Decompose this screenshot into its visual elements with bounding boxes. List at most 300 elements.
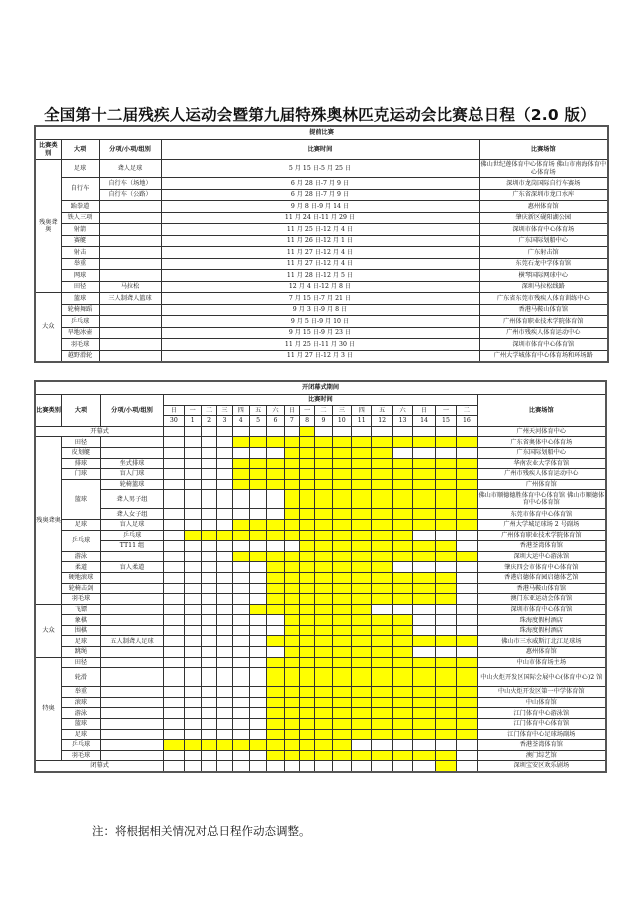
day-cell <box>457 541 477 552</box>
sub-event-label <box>100 729 163 740</box>
day-cell <box>217 657 232 668</box>
day-cell <box>392 719 412 730</box>
day-cell <box>299 668 314 687</box>
event-label: 羽毛球 <box>62 750 101 761</box>
day-cell <box>201 740 216 751</box>
day-cell <box>164 530 184 541</box>
day-cell <box>164 479 184 490</box>
sub-event-label: 坐式排球 <box>100 458 163 469</box>
category-label: 残奥聋奥 <box>35 160 61 293</box>
day-cell <box>392 708 412 719</box>
day-cell <box>352 551 372 562</box>
day-cell <box>232 519 249 530</box>
section-title: 开闭幕式期间 <box>35 381 606 395</box>
day-cell <box>232 437 249 448</box>
day-cell <box>413 479 435 490</box>
day-cell <box>267 490 284 509</box>
day-cell <box>232 657 249 668</box>
day-cell <box>372 729 392 740</box>
day-cell <box>352 572 372 583</box>
sub-event-label <box>100 447 163 458</box>
day-cell <box>249 657 266 668</box>
day-cell <box>457 551 477 562</box>
day-cell <box>392 687 412 698</box>
day-cell <box>299 458 314 469</box>
day-cell <box>372 647 392 658</box>
sub-event-label <box>100 657 163 668</box>
day-cell <box>413 729 435 740</box>
sub-event-label <box>100 719 163 730</box>
venue-label: 肇庆四会市体育中心体育馆 <box>477 562 606 573</box>
day-cell <box>217 426 232 437</box>
sub-event-label <box>99 339 161 351</box>
table-row <box>35 687 606 698</box>
time-range: 5 月 15 日-5 月 25 日 <box>161 160 479 178</box>
day-cell <box>352 615 372 626</box>
day-cell <box>201 625 216 636</box>
day-cell <box>315 519 332 530</box>
day-cell <box>201 541 216 552</box>
day-cell <box>299 761 314 772</box>
venue-label: 广东国际划船中心 <box>477 447 606 458</box>
day-cell <box>232 594 249 605</box>
day-cell <box>164 458 184 469</box>
day-cell <box>267 479 284 490</box>
day-cell <box>217 509 232 520</box>
day-cell <box>249 437 266 448</box>
day-cell <box>352 594 372 605</box>
day-cell <box>249 479 266 490</box>
table-row <box>35 281 608 293</box>
day-cell <box>299 647 314 658</box>
day-cell <box>284 604 299 615</box>
day-cell <box>315 458 332 469</box>
day-cell <box>249 668 266 687</box>
day-cell <box>352 625 372 636</box>
venue-label: 横琴国际网球中心 <box>479 270 608 282</box>
day-cell <box>217 594 232 605</box>
day-cell <box>184 668 201 687</box>
day-cell <box>299 479 314 490</box>
day-cell <box>315 572 332 583</box>
sub-event-label: 自行车（场地） <box>99 178 161 190</box>
venue-label: 澳门综艺馆 <box>477 750 606 761</box>
day-cell <box>184 447 201 458</box>
table-row <box>35 594 606 605</box>
day-cell <box>164 551 184 562</box>
day-cell <box>457 583 477 594</box>
day-cell <box>299 708 314 719</box>
day-cell <box>352 761 372 772</box>
day-cell <box>249 625 266 636</box>
venue-label: 广州体育职业技术学院体育馆 <box>479 316 608 328</box>
day-cell <box>332 625 351 636</box>
venue-label: 广东国际划船中心 <box>479 235 608 247</box>
day-cell <box>372 447 392 458</box>
day-cell <box>457 490 477 509</box>
day-cell <box>267 697 284 708</box>
day-cell <box>435 750 456 761</box>
event-label: 轮滑 <box>62 668 101 687</box>
day-cell <box>372 426 392 437</box>
event-label: 篮球 <box>61 293 99 305</box>
day-cell <box>201 551 216 562</box>
day-cell <box>201 697 216 708</box>
day-cell <box>299 530 314 541</box>
weekday-label: 三 <box>332 405 351 416</box>
sub-event-label <box>100 615 163 626</box>
header-event: 大项 <box>61 140 99 160</box>
table-row <box>35 350 608 362</box>
table-row <box>35 235 608 247</box>
table-row <box>35 178 608 190</box>
table-row <box>35 293 608 305</box>
day-label: 7 <box>284 416 299 427</box>
day-cell <box>164 541 184 552</box>
day-cell <box>299 541 314 552</box>
day-cell <box>435 761 456 772</box>
table-row <box>35 212 608 224</box>
sub-event-label: 盲人柔道 <box>100 562 163 573</box>
day-cell <box>457 426 477 437</box>
venue-label: 香港启德体育园启德体艺馆 <box>477 572 606 583</box>
day-cell <box>413 647 435 658</box>
venue-label: 惠州体育馆 <box>477 647 606 658</box>
day-cell <box>315 437 332 448</box>
day-cell <box>284 572 299 583</box>
day-cell <box>184 636 201 647</box>
venue-label: 佛山市顺德德胜体育中心体育馆 佛山市顺德体育中心体育馆 <box>477 490 606 509</box>
day-cell <box>217 625 232 636</box>
day-cell <box>332 750 351 761</box>
table-row <box>35 541 606 552</box>
day-cell <box>457 708 477 719</box>
day-cell <box>299 750 314 761</box>
day-cell <box>201 708 216 719</box>
table-row <box>35 697 606 708</box>
day-cell <box>299 636 314 647</box>
day-cell <box>284 729 299 740</box>
day-cell <box>217 479 232 490</box>
day-cell <box>284 530 299 541</box>
day-cell <box>284 469 299 480</box>
day-cell <box>372 636 392 647</box>
day-cell <box>284 479 299 490</box>
day-cell <box>315 740 332 751</box>
day-cell <box>332 509 351 520</box>
day-cell <box>392 740 412 751</box>
day-cell <box>392 604 412 615</box>
sub-event-label <box>99 316 161 328</box>
day-cell <box>284 625 299 636</box>
day-cell <box>201 562 216 573</box>
day-cell <box>249 583 266 594</box>
day-cell <box>435 562 456 573</box>
table-row <box>35 530 606 541</box>
table-row <box>35 458 606 469</box>
sub-event-label: 聋人女子组 <box>100 509 163 520</box>
day-cell <box>372 490 392 509</box>
day-cell <box>413 458 435 469</box>
venue-label: 深圳市龙岗国际自行车赛场 <box>479 178 608 190</box>
day-cell <box>332 636 351 647</box>
sub-event-label: 聋人足球 <box>99 160 161 178</box>
sub-event-label <box>99 212 161 224</box>
weekday-label: 六 <box>267 405 284 416</box>
day-cell <box>249 541 266 552</box>
day-cell <box>164 519 184 530</box>
event-label: 赛艇 <box>61 235 99 247</box>
day-cell <box>184 479 201 490</box>
day-cell <box>299 519 314 530</box>
venue-label: 广东省东莞市残疾人体育训练中心 <box>479 293 608 305</box>
day-cell <box>352 562 372 573</box>
sub-event-label <box>100 750 163 761</box>
day-cell <box>315 604 332 615</box>
day-cell <box>372 583 392 594</box>
day-cell <box>232 604 249 615</box>
day-label: 13 <box>392 416 412 427</box>
day-cell <box>315 479 332 490</box>
venue-label: 东莞石龙中学体育馆 <box>479 258 608 270</box>
day-cell <box>413 509 435 520</box>
day-label: 11 <box>352 416 372 427</box>
day-cell <box>457 657 477 668</box>
day-cell <box>267 615 284 626</box>
venue-label: 香港荃湾体育馆 <box>477 740 606 751</box>
day-cell <box>267 458 284 469</box>
day-cell <box>315 657 332 668</box>
day-cell <box>332 594 351 605</box>
day-cell <box>457 604 477 615</box>
day-cell <box>232 697 249 708</box>
day-cell <box>315 697 332 708</box>
event-label: 铁人三项 <box>61 212 99 224</box>
day-cell <box>184 572 201 583</box>
event-label: 足球 <box>62 519 101 530</box>
day-cell <box>299 657 314 668</box>
venue-label: 广州大学城足球场 2 号副场 <box>477 519 606 530</box>
weekday-label: 一 <box>435 405 456 416</box>
day-cell <box>267 447 284 458</box>
venue-label: 珠海度假村酒店 <box>477 625 606 636</box>
day-cell <box>201 509 216 520</box>
day-cell <box>249 447 266 458</box>
day-cell <box>267 583 284 594</box>
time-range: 11 月 27 日-12 月 4 日 <box>161 247 479 259</box>
day-cell <box>352 447 372 458</box>
time-range: 11 月 26 日-12 月 1 日 <box>161 235 479 247</box>
day-cell <box>164 426 184 437</box>
day-cell <box>201 447 216 458</box>
day-cell <box>457 729 477 740</box>
day-cell <box>184 697 201 708</box>
day-cell <box>392 615 412 626</box>
venue-label: 深圳市体育中心体育馆 <box>479 339 608 351</box>
day-cell <box>232 625 249 636</box>
day-cell <box>232 479 249 490</box>
day-cell <box>249 740 266 751</box>
venue-label: 广东省奥体中心体育场 <box>477 437 606 448</box>
day-cell <box>457 668 477 687</box>
day-cell <box>435 625 456 636</box>
day-cell <box>284 761 299 772</box>
day-cell <box>332 469 351 480</box>
day-cell <box>232 668 249 687</box>
day-cell <box>372 750 392 761</box>
day-cell <box>284 426 299 437</box>
event-label: 足球 <box>62 636 101 647</box>
day-cell <box>372 469 392 480</box>
day-cell <box>332 697 351 708</box>
day-cell <box>201 437 216 448</box>
day-cell <box>435 594 456 605</box>
day-cell <box>299 687 314 698</box>
day-cell <box>332 657 351 668</box>
day-cell <box>201 647 216 658</box>
day-cell <box>392 509 412 520</box>
day-cell <box>413 761 435 772</box>
day-cell <box>184 687 201 698</box>
day-cell <box>184 750 201 761</box>
day-cell <box>413 604 435 615</box>
venue-label: 中山火炬开发区第一中学体育馆 <box>477 687 606 698</box>
day-cell <box>267 729 284 740</box>
day-cell <box>217 668 232 687</box>
day-cell <box>315 708 332 719</box>
day-cell <box>315 490 332 509</box>
day-cell <box>232 636 249 647</box>
header-sub: 分项/小项/组别 <box>99 140 161 160</box>
event-label: 排球 <box>62 458 101 469</box>
day-cell <box>299 594 314 605</box>
day-cell <box>217 615 232 626</box>
sub-event-label <box>100 697 163 708</box>
day-cell <box>413 519 435 530</box>
event-label: 轮椅舞蹈 <box>61 304 99 316</box>
day-cell <box>217 719 232 730</box>
sub-event-label <box>99 327 161 339</box>
day-cell <box>413 668 435 687</box>
day-cell <box>299 426 314 437</box>
day-cell <box>217 447 232 458</box>
day-cell <box>217 562 232 573</box>
weekday-label: 日 <box>164 405 184 416</box>
day-cell <box>315 750 332 761</box>
venue-label: 珠海度假村酒店 <box>477 615 606 626</box>
day-label: 3 <box>217 416 232 427</box>
event-label: 足球 <box>62 729 101 740</box>
day-cell <box>164 750 184 761</box>
time-range: 9 月 3 日-9 月 8 日 <box>161 304 479 316</box>
day-cell <box>299 509 314 520</box>
venue-label: 香港马鞍山体育馆 <box>477 583 606 594</box>
opening-ceremony <box>35 426 606 437</box>
day-cell <box>164 719 184 730</box>
sub-event-label <box>99 235 161 247</box>
venue-label: 佛山世纪莲体育中心体育场 佛山市南海体育中心体育场 <box>480 161 607 176</box>
event-label: 篮球 <box>62 479 101 519</box>
time-range: 11 月 25 日-11 月 30 日 <box>161 339 479 351</box>
time-range: 12 月 4 日-12 月 8 日 <box>161 281 479 293</box>
day-cell <box>184 740 201 751</box>
day-cell <box>232 719 249 730</box>
day-cell <box>267 469 284 480</box>
day-cell <box>267 625 284 636</box>
day-cell <box>217 490 232 509</box>
day-cell <box>435 719 456 730</box>
day-label: 4 <box>232 416 249 427</box>
day-cell <box>372 458 392 469</box>
day-cell <box>457 447 477 458</box>
day-cell <box>413 708 435 719</box>
day-cell <box>352 697 372 708</box>
day-cell <box>232 708 249 719</box>
day-cell <box>372 572 392 583</box>
sub-event-label <box>99 224 161 236</box>
venue-label: 深圳宝安区欢乐剧场 <box>477 761 606 772</box>
time-range: 6 月 28 日-7 月 9 日 <box>161 178 479 190</box>
day-cell <box>435 697 456 708</box>
table-row <box>35 447 606 458</box>
day-cell <box>267 426 284 437</box>
venue-label: 深圳大运中心游泳馆 <box>477 551 606 562</box>
day-cell <box>249 562 266 573</box>
day-label: 16 <box>457 416 477 427</box>
day-cell <box>164 437 184 448</box>
day-label: 1 <box>184 416 201 427</box>
day-cell <box>164 572 184 583</box>
day-cell <box>201 761 216 772</box>
day-cell <box>435 541 456 552</box>
sub-event-label <box>100 647 163 658</box>
sub-event-label: 聋人男子组 <box>100 490 163 509</box>
day-cell <box>299 490 314 509</box>
day-cell <box>249 519 266 530</box>
day-cell <box>315 729 332 740</box>
day-cell <box>352 509 372 520</box>
day-cell <box>392 750 412 761</box>
day-cell <box>284 541 299 552</box>
day-cell <box>164 761 184 772</box>
table-row <box>35 636 606 647</box>
day-cell <box>299 697 314 708</box>
day-cell <box>315 447 332 458</box>
table-row <box>35 740 606 751</box>
table-row <box>35 647 606 658</box>
day-cell <box>284 519 299 530</box>
venue-label: 广州大学城体育中心体育场和环场路 <box>479 350 608 362</box>
day-cell <box>413 594 435 605</box>
day-cell <box>435 729 456 740</box>
day-cell <box>184 604 201 615</box>
sub-event-label <box>100 625 163 636</box>
weekday-label: 二 <box>315 405 332 416</box>
sub-event-label <box>99 304 161 316</box>
day-cell <box>232 530 249 541</box>
day-cell <box>267 551 284 562</box>
day-cell <box>372 615 392 626</box>
day-cell <box>435 740 456 751</box>
day-cell <box>164 668 184 687</box>
venue-label: 惠州体育馆 <box>479 201 608 213</box>
day-cell <box>315 761 332 772</box>
day-cell <box>201 490 216 509</box>
venue-label: 香港荃湾体育馆 <box>477 541 606 552</box>
day-cell <box>164 687 184 698</box>
day-cell <box>164 636 184 647</box>
day-cell <box>249 750 266 761</box>
